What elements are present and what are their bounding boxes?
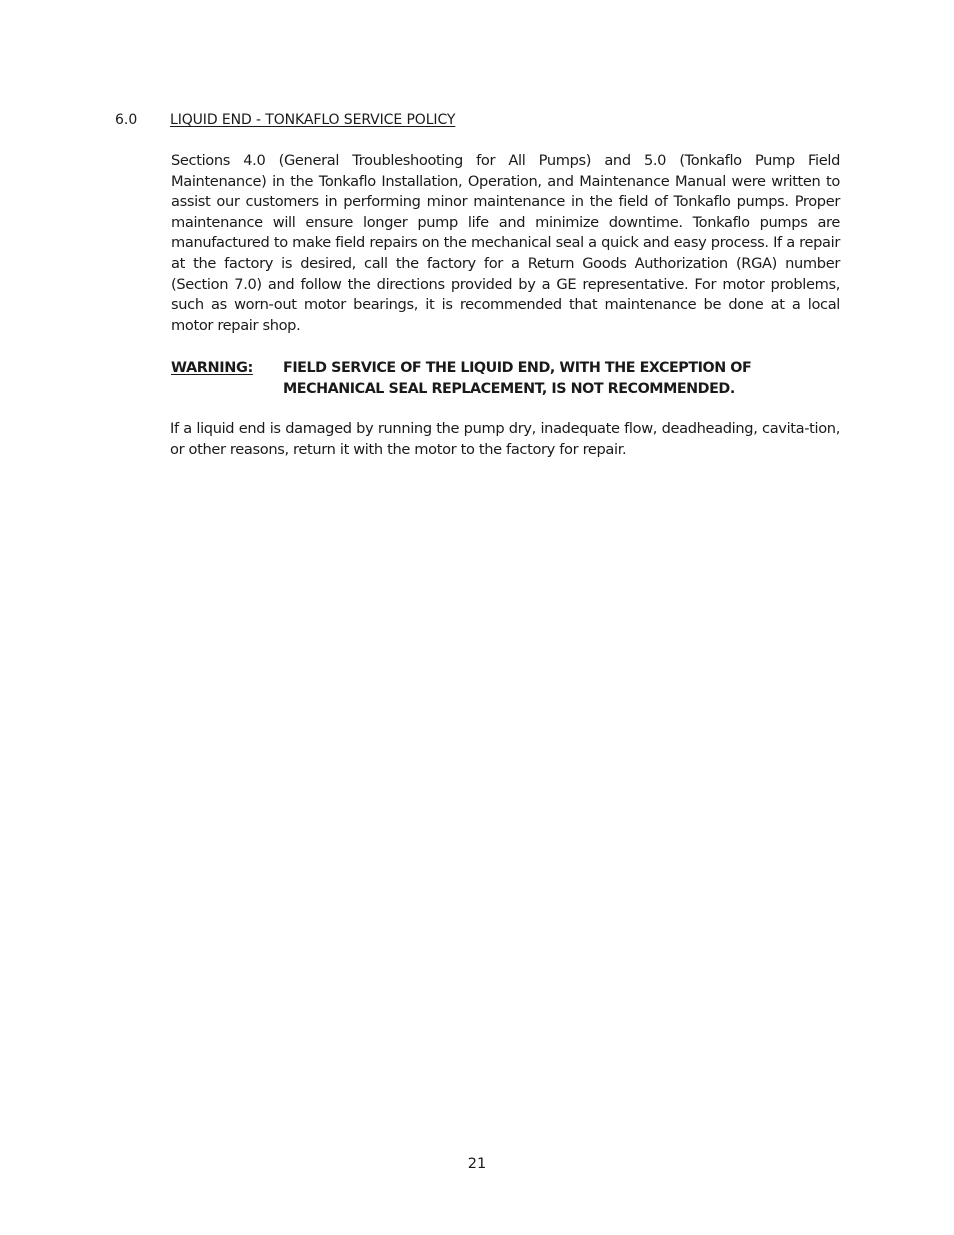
section-title: LIQUID END - TONKAFLO SERVICE POLICY (170, 112, 456, 128)
liquid-end-damage-paragraph: If a liquid end is damaged by running the pump dry, inadequate flow, deadheading, cavita-tion, or other reasons, return it with the motor to the factory for repair. (170, 420, 840, 458)
warning-label: WARNING: (171, 360, 253, 376)
warning-text: FIELD SERVICE OF THE LIQUID END, WITH THE EXCEPTION OF MECHANICAL SEAL REPLACEMENT, IS NOT RECOMMENDED. (283, 360, 752, 397)
page-number: 21 (467, 1156, 487, 1172)
section-number: 6.0 (115, 112, 138, 128)
service-policy-paragraph: Sections 4.0 (General Troubleshooting for All Pumps) and 5.0 (Tonkaflo Pump Field Maintenance) in the Tonkaflo Installation, Operation, and Maintenance Manual were written to assist our customers in performing minor maintenance in the field of Tonkaflo pumps. Proper maintenance will ensure longer pump life and minimize downtime. Tonkaflo pumps are manufactured to make field repairs on the mechanical seal a quick and easy process. If a repair at the factory is desired, call the factory for a Return Goods Authorization (RGA) number (Section 7.0) and follow the directions provided by a GE representative. For motor problems, such as worn-out motor bearings, it is recommended that maintenance be done at a local motor repair shop. (171, 152, 840, 334)
